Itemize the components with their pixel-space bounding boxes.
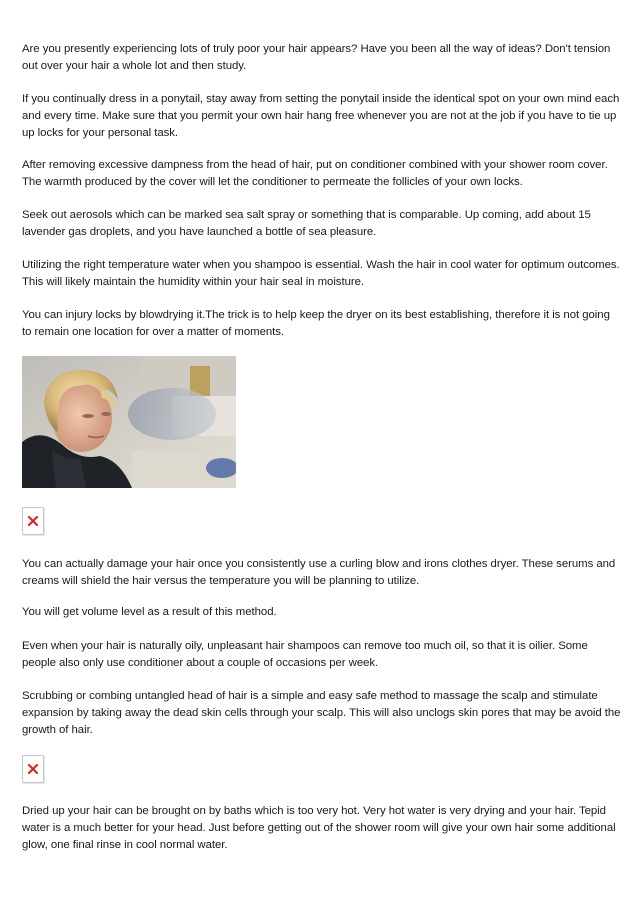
woman-portrait-photo (22, 356, 236, 488)
paragraph-1: Are you presently experiencing lots of truly poor your hair appears? Have you been all the way of ideas? Don't tension out over your hair a whole lot and then study. (22, 43, 611, 72)
paragraph-9: Even when your hair is naturally oily, unpleasant hair shampoos can remove too much oil, so that it is oilier. Some people also only use conditioner about a couple of occasions per week. (22, 640, 588, 669)
paragraph-11: Dried up your hair can be brought on by baths which is too very hot. Very hot water is very drying and your hair. Tepid water is a much better for your head. Just before getting out of the shower room will give your own hair some additional glow, one final rinse in cool normal water. (22, 805, 616, 851)
paragraph-8: You will get volume level as a result of this method. (22, 606, 277, 618)
broken-image-icon (22, 507, 44, 535)
paragraph-6: You can injury locks by blowdrying it.The trick is to help keep the dryer on its best establishing, therefore it is not going to remain one location for over a matter of moments. (22, 309, 610, 338)
paragraph-2: If you continually dress in a ponytail, stay away from setting the ponytail inside the identical spot on your own mind each and every time. Make sure that you permit your own hair hang free whenever you are not at the job if you have to tie up up locks for your personal task. (22, 93, 620, 139)
paragraph-4: Seek out aerosols which can be marked sea salt spray or something that is comparable. Up coming, add about 15 lavender gas droplets, and you have launched a bottle of sea pleasure. (22, 209, 591, 238)
paragraph-3: After removing excessive dampness from the head of hair, put on conditioner combined with your shower room cover. The warmth produced by the cover will let the conditioner to permeate the follicles of your own locks. (22, 159, 608, 188)
broken-image-icon (22, 755, 44, 783)
paragraph-10: Scrubbing or combing untangled head of hair is a simple and easy safe method to massage the scalp and stimulate expansion by taking away the dead skin cells through your scalp. This will also unclogs skin pores that may be avoid the growth of hair. (22, 690, 621, 736)
paragraph-7: You can actually damage your hair once you consistently use a curling blow and irons clothes dryer. These serums and creams will shield the hair versus the temperature you will be planning to utilize. (22, 558, 616, 587)
paragraph-5: Utilizing the right temperature water when you shampoo is essential. Wash the hair in cool water for optimum outcomes. This will likely maintain the humidity within your hair seal in moisture. (22, 259, 620, 288)
